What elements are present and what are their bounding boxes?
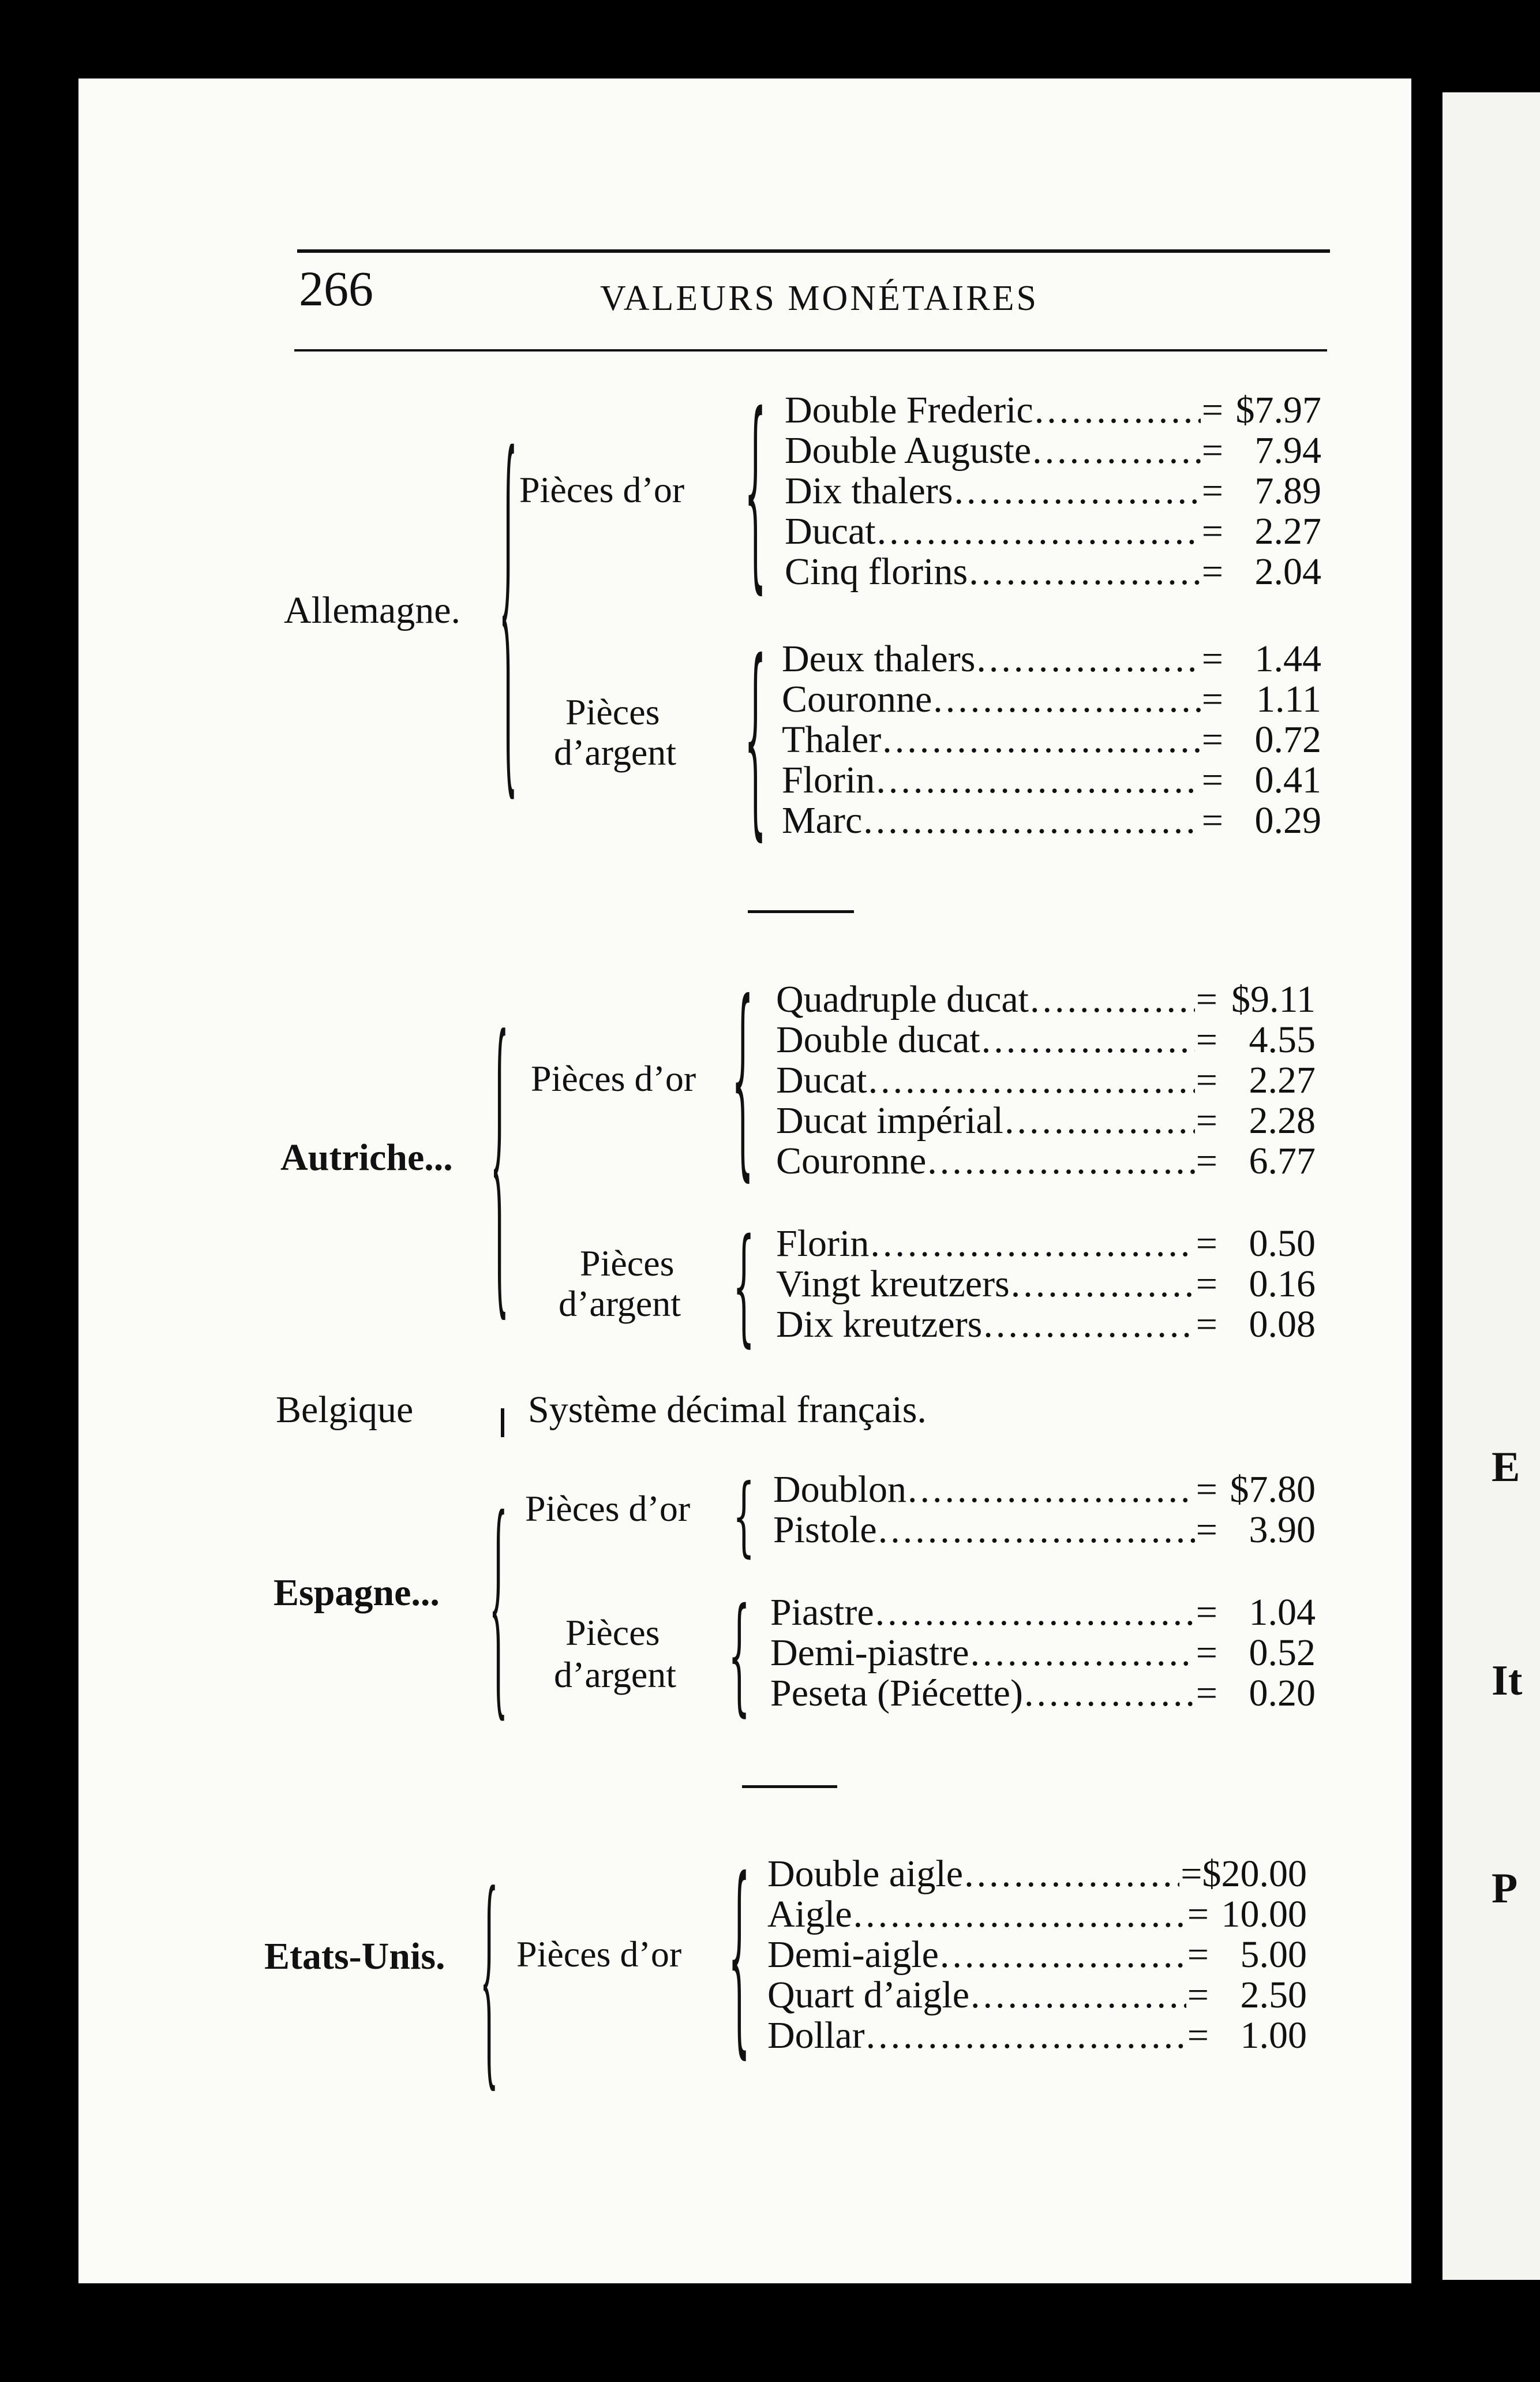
list-item: Florin ..... = 0.41: [782, 760, 1321, 801]
adjacent-page-edge: [1442, 92, 1540, 2280]
edge-letter: E: [1492, 1444, 1520, 1491]
country-brace: {: [490, 958, 509, 1349]
group-brace: {: [733, 1211, 755, 1360]
country-espagne: Espagne...: [273, 1572, 440, 1614]
country-autriche: Autriche...: [280, 1136, 453, 1179]
list-item: Couronne ..... = 1.11: [782, 679, 1321, 720]
group-label: Pièces d’or: [519, 469, 685, 510]
group-label-line2: d’argent: [554, 732, 677, 773]
list-item: Florin ..... = 0.50: [776, 1224, 1316, 1264]
list-item: Quart d’aigle ..... = 2.50: [767, 1975, 1307, 2015]
page-number: 266: [299, 261, 373, 316]
group-label-line1: Pièces: [565, 1612, 660, 1653]
list-item: Double Frederic ..... = $7.97: [785, 390, 1321, 431]
top-rule: [297, 249, 1330, 253]
list-item: Ducat impérial ..... = 2.28: [776, 1101, 1316, 1141]
group-label-line2: d’argent: [554, 1654, 677, 1695]
list-item: Marc ..... = 0.29: [782, 801, 1321, 841]
group-brace: {: [728, 1834, 751, 2077]
group-label-line1: Pièces: [565, 691, 660, 732]
bar-mark: [501, 1408, 504, 1437]
group-label: Pièces d’or: [525, 1488, 691, 1529]
list-item: Pistole ..... = 3.90: [773, 1510, 1316, 1550]
header-rule: [294, 349, 1327, 351]
list-item: Double aigle ..... = $20.00: [767, 1854, 1307, 1894]
section-separator: [748, 910, 854, 913]
list-item: Quadruple ducat ..... = $9.11: [776, 979, 1316, 1020]
list-item: Demi-piastre ..... = 0.52: [770, 1633, 1316, 1673]
list-item: Aigle ..... = 10.00: [767, 1894, 1307, 1935]
list-item: Dollar ..... = 1.00: [767, 2015, 1307, 2056]
group-brace: {: [733, 1465, 755, 1566]
section-separator: [742, 1785, 837, 1788]
list-item: Cinq florins ..... = 2.04: [785, 552, 1321, 592]
running-title: VALEURS MONÉTAIRES: [600, 279, 1039, 318]
list-item: Couronne ..... = 6.77: [776, 1141, 1316, 1181]
list-item: Ducat ..... = 2.27: [785, 511, 1321, 552]
country-allemagne: Allemagne.: [284, 589, 461, 631]
list-item: Demi-aigle ..... = 5.00: [767, 1935, 1307, 1975]
list-item: Double Auguste ..... = 7.94: [785, 431, 1321, 471]
list-item: Double ducat ..... = 4.55: [776, 1020, 1316, 1060]
country-etats-unis: Etats-Unis.: [264, 1935, 445, 1977]
group-label-line2: d’argent: [559, 1283, 681, 1324]
edge-letter: P: [1492, 1865, 1518, 1912]
list-item: Dix thalers ..... = 7.89: [785, 471, 1321, 511]
group-brace: {: [744, 369, 767, 612]
group-brace: {: [732, 956, 754, 1200]
group-brace: {: [744, 616, 767, 859]
list-item: Vingt kreutzers ..... = 0.16: [776, 1264, 1316, 1304]
list-item: Dix kreutzers ..... = 0.08: [776, 1304, 1316, 1345]
edge-letter: It: [1492, 1657, 1523, 1704]
list-item: Deux thalers ..... = 1.44: [782, 639, 1321, 679]
country-brace: {: [480, 1835, 499, 2112]
country-brace: {: [489, 1458, 508, 1742]
list-item: Doublon ..... = $7.80: [773, 1469, 1316, 1510]
list-item: Thaler ..... = 0.72: [782, 720, 1321, 760]
country-belgique: Belgique: [276, 1389, 414, 1431]
section-note: Système décimal français.: [528, 1389, 927, 1431]
group-label: Pièces d’or: [531, 1058, 696, 1099]
group-brace: {: [728, 1580, 751, 1729]
list-item: Ducat ..... = 2.27: [776, 1060, 1316, 1101]
group-label-line1: Pièces: [580, 1243, 675, 1284]
group-label: Pièces d’or: [516, 1934, 682, 1975]
country-brace: {: [499, 358, 518, 835]
list-item: Peseta (Piécette) ..... = 0.20: [770, 1673, 1316, 1714]
list-item: Piastre ..... = 1.04: [770, 1592, 1316, 1633]
